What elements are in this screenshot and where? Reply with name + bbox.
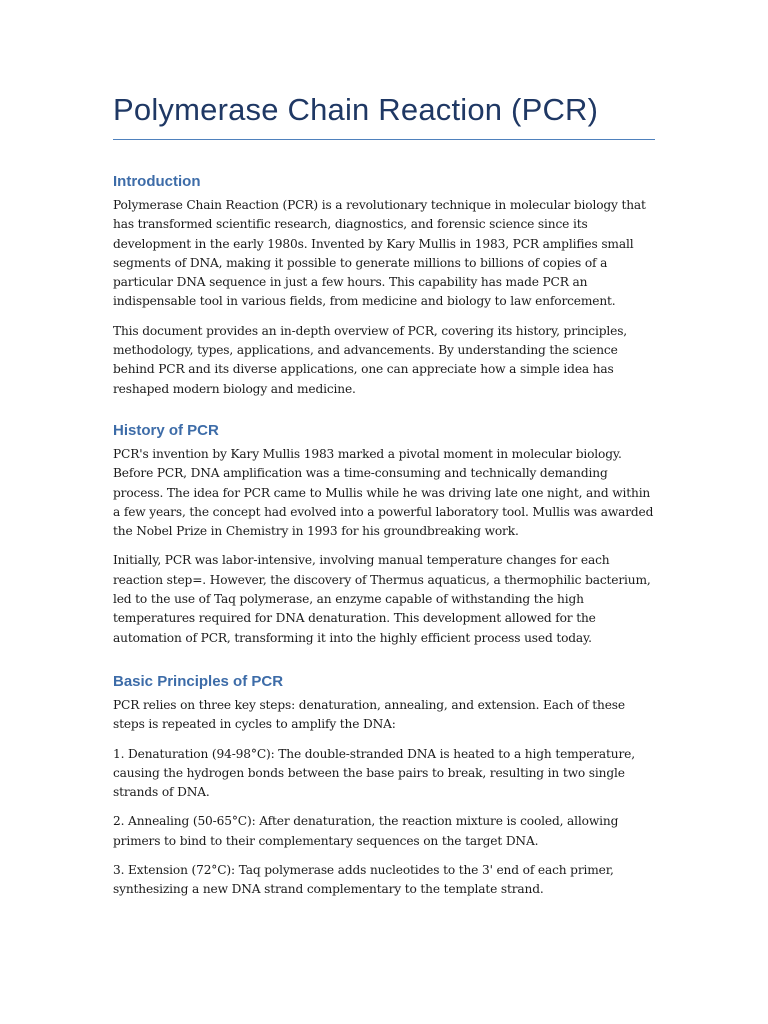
list-item-paragraph: 1. Denaturation (94-98°C): The double-stranded DNA is heated to a high temperature, causing the hydrogen bonds between the base pairs to break, resulting in two single strands of DNA. xyxy=(113,746,635,800)
list-item-paragraph: 3. Extension (72°C): Taq polymerase adds nucleotides to the 3' end of each primer, synthesizing a new DNA strand complementary to the template strand. xyxy=(113,863,614,897)
section-heading: Basic Principles of PCR xyxy=(113,672,284,690)
title-underline-rule xyxy=(113,139,655,140)
paragraph: Polymerase Chain Reaction (PCR) is a revolutionary technique in molecular biology that has transformed scientific research, diagnostics, and forensic science since its development in the early 1980s. Invented by Kary Mullis in 1983, PCR amplifies small segments of DNA, making it possible to generate millions to billions of copies of a particular DNA sequence in just a few hours. This capability has made PCR an indispensable tool in various fields, from medicine and biology to law enforcement. xyxy=(113,198,646,309)
section-heading: History of PCR xyxy=(113,421,219,439)
section-basic-principles xyxy=(113,670,658,900)
list-item-paragraph: 2. Annealing (50-65°C): After denaturation, the reaction mixture is cooled, allowing primers to bind to their complementary sequences on the target DNA. xyxy=(113,814,619,848)
document-title: Polymerase Chain Reaction (PCR) xyxy=(113,92,599,127)
paragraph: PCR relies on three key steps: denaturation, annealing, and extension. Each of these steps is repeated in cycles to amplify the DNA: xyxy=(113,697,625,732)
paragraph: Initially, PCR was labor-intensive, involving manual temperature changes for each reaction step=. However, the discovery of Thermus aquaticus, a thermophilic bacterium, led to the use of Taq polymerase, an enzyme capable of withstanding the high temperatures required for DNA denaturation. This development allowed for the automation of PCR, transforming it into the highly efficient process used today. xyxy=(113,553,651,645)
section-heading: Introduction xyxy=(113,173,201,190)
paragraph: This document provides an in-depth overview of PCR, covering its history, principles, methodology, types, applications, and advancements. By understanding the science behind PCR and its diverse applications, one can appreciate how a simple idea has reshaped modern biology and medicine. xyxy=(113,323,628,396)
paragraph: PCR's invention by Kary Mullis 1983 marked a pivotal moment in molecular biology. Before PCR, DNA amplification was a time-consuming and technically demanding process. The idea for PCR came to Mullis while he was driving late one night, and within a few years, the concept had evolved into a powerful laboratory tool. Mullis was awarded the Nobel Prize in Chemistry in 1993 for his groundbreaking work. xyxy=(113,446,654,539)
section-history xyxy=(113,419,658,648)
document-body xyxy=(113,170,658,910)
section-introduction xyxy=(113,170,658,399)
